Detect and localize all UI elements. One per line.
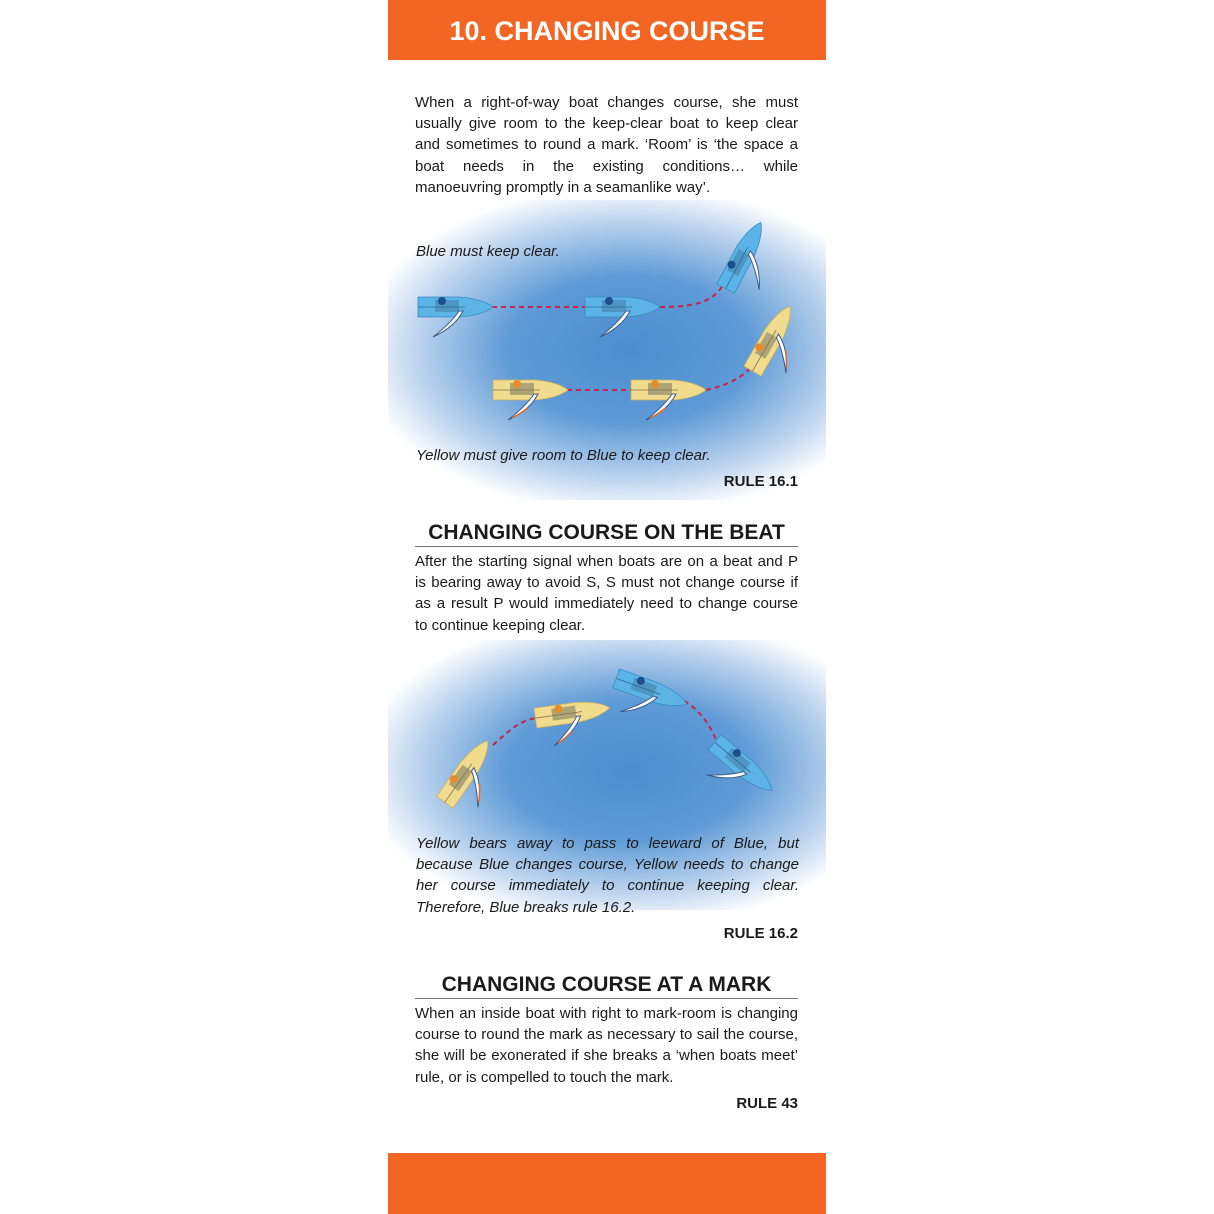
- yellow-boat-icon: [534, 698, 614, 748]
- yellow-boat-icon: [744, 301, 816, 386]
- blue-boat-icon: [418, 297, 493, 337]
- rule-reference: RULE 16.1: [723, 473, 798, 490]
- page: [388, 0, 826, 1214]
- rule-reference: RULE 16.2: [723, 925, 798, 942]
- section-heading: CHANGING COURSE ON THE BEAT: [415, 521, 798, 547]
- rule-reference: RULE 43: [736, 1095, 798, 1112]
- diagram2-caption: Yellow bears away to pass to leeward of Blue, but because Blue changes course, Yellow needs to change her course immediately to continue keeping clear. Therefore, Blue breaks rule 16.2.: [416, 835, 799, 916]
- blue-boat-icon: [585, 297, 660, 337]
- diagram1-caption-top: Blue must keep clear.: [416, 243, 560, 260]
- section-heading: CHANGING COURSE AT A MARK: [415, 973, 798, 999]
- footer-bar: [388, 1153, 826, 1214]
- diagram-rule-16-2: [388, 640, 826, 840]
- yellow-boat-icon: [493, 380, 568, 420]
- section2-body: After the starting signal when boats are on a beat and P is bearing away to avoid S, S must not change course if as a result P would immediately need to change course to continue keeping clear.: [415, 553, 798, 634]
- intro-text: When a right-of-way boat changes course, she must usually give room to the keep-clear boat to keep clear and sometimes to round a mark. ‘Room’ is ‘the space a boat needs in the existing conditions… while manoeuvring promptly in a seamanlike way’.: [415, 94, 798, 196]
- section3-body: When an inside boat with right to mark-room is changing course to round the mark as necessary to sail the course, she will be exonerated if she breaks a ‘when boats meet’ rule, or is compelled to touch the mark.: [415, 1005, 798, 1086]
- page-title: 10. CHANGING COURSE: [388, 0, 826, 60]
- yellow-boat-icon: [631, 380, 706, 420]
- yellow-boat-icon: [437, 735, 513, 819]
- diagram1-caption-bottom: Yellow must give room to Blue to keep clear.: [416, 447, 711, 464]
- blue-boat-icon: [695, 735, 778, 814]
- blue-boat-icon: [606, 669, 690, 732]
